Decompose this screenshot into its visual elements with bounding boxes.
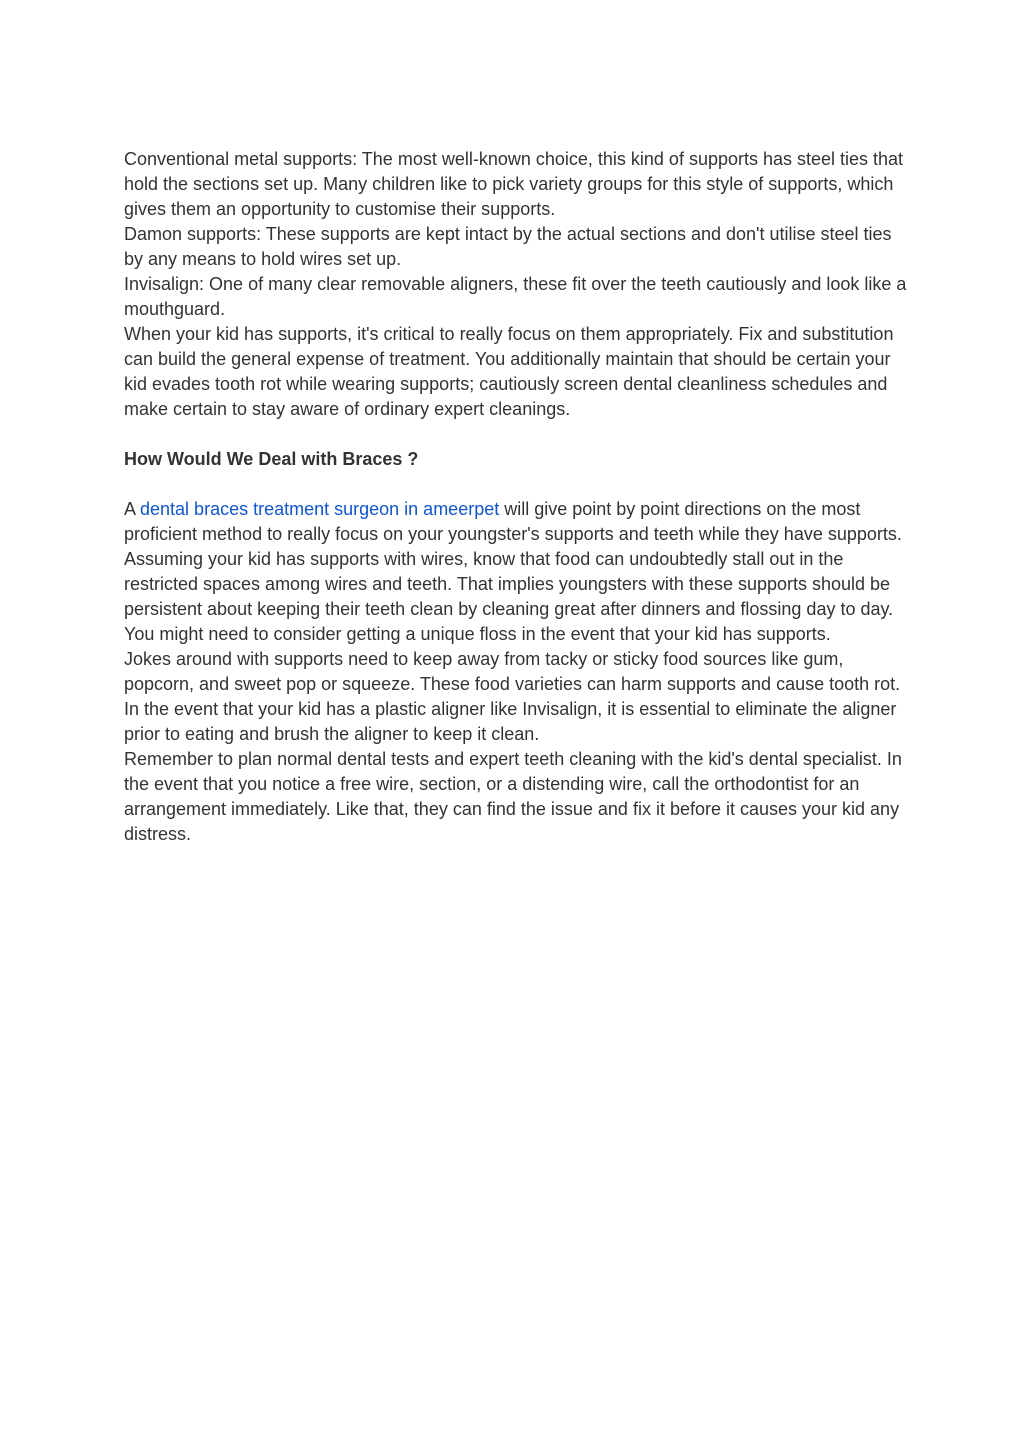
spacer: [124, 422, 914, 447]
paragraph-care: When your kid has supports, it's critical to really focus on them appropriately. Fix and substitution can build the general expense of treatment. You additionally maintain that should be certain your kid evades tooth rot while wearing supports; cautiously screen dental cleanliness schedules and make certain to stay aware of ordinary expert cleanings.: [124, 324, 894, 419]
section-heading: How Would We Deal with Braces ?: [124, 449, 419, 469]
dental-braces-link[interactable]: dental braces treatment surgeon in ameerpet: [140, 499, 500, 519]
paragraph-food: Jokes around with supports need to keep away from tacky or sticky food sources like gum, popcorn, and sweet pop or squeeze. These food varieties can harm supports and cause tooth rot.: [124, 649, 901, 694]
paragraph-invisalign: Invisalign: One of many clear removable aligners, these fit over the teeth cautiously and look like a mouthguard.: [124, 274, 907, 319]
paragraph-damon: Damon supports: These supports are kept intact by the actual sections and don't utilise steel ties by any means to hold wires set up.: [124, 224, 892, 269]
spacer: [124, 472, 914, 497]
document-page: [124, 147, 914, 847]
link-prefix: A: [124, 499, 141, 519]
paragraph-conventional-metal: Conventional metal supports: The most well-known choice, this kind of supports has steel ties that hold the sections set up. Many children like to pick variety groups for this style of supports, which gives them an opportunity to customise their supports.: [124, 149, 904, 219]
paragraph-surgeon-link: [124, 497, 914, 547]
paragraph-checkups: Remember to plan normal dental tests and expert teeth cleaning with the kid's dental specialist. In the event that you notice a free wire, section, or a distending wire, call the orthodontist for an arrangement immediately. Like that, they can find the issue and fix it before it causes your kid any distress.: [124, 749, 902, 844]
paragraph-aligner: In the event that your kid has a plastic aligner like Invisalign, it is essential to eliminate the aligner prior to eating and brush the aligner to keep it clean.: [124, 699, 897, 744]
paragraph-wires: Assuming your kid has supports with wires, know that food can undoubtedly stall out in the restricted spaces among wires and teeth. That implies youngsters with these supports should be persistent about keeping their teeth clean by cleaning great after dinners and flossing day to day. You might need to consider getting a unique floss in the event that your kid has supports.: [124, 549, 894, 644]
link-suffix: will give point by point directions on the most proficient method to really focus on your youngster's supports and teeth while they have supports.: [124, 499, 902, 544]
